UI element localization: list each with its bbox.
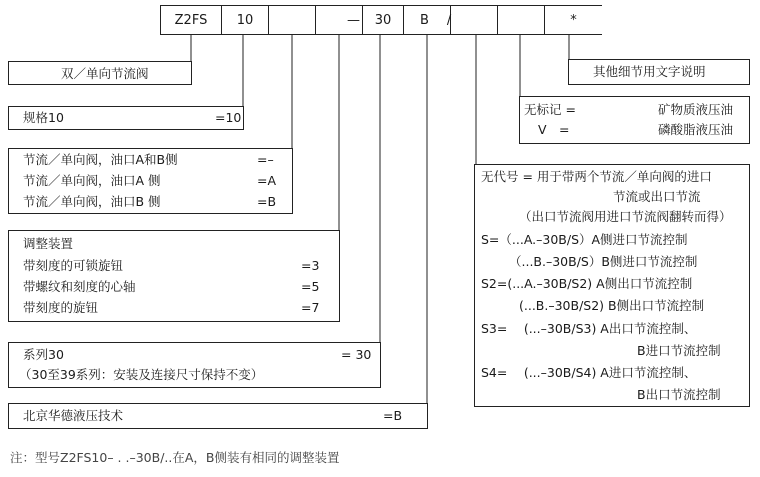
type-box [8,61,192,85]
code-cell-maker [403,5,451,35]
side-box [8,148,293,214]
other-box [568,59,750,85]
size-box [8,106,244,130]
code-cell-series: 30 [362,5,404,35]
adjust-row-label: 带刻度的可锁旋钮 [23,258,124,273]
adjust-row-label: 带螺纹和刻度的心轴 [23,279,136,294]
maker-box [8,403,428,429]
code-dash: — [347,12,360,28]
control-line: S2=(...A.–30B/S2) A侧出口节流控制 [481,276,693,291]
control-line: S4= (...–30B/S4) A进口节流控制、 [481,365,697,380]
maker-label: 北京华德液压技术 [23,408,124,423]
seal-box [519,96,750,144]
adjust-row-code: =5 [301,279,320,294]
code-maker-value: B [420,12,429,28]
seal-row-value: 矿物质液压油 [658,102,734,117]
control-line: B进口节流控制 [637,343,721,358]
adjust-box [8,230,340,322]
control-line: （...B.–30B/S）B侧进口节流控制 [509,254,698,269]
series-label: 系列30 [23,347,64,362]
code-cell-size: 10 [221,5,269,35]
control-line: (...B.–30B/S2) B侧出口节流控制 [519,298,705,313]
size-code: =10 [215,110,242,125]
code-cell-adjust [315,5,363,35]
control-line: B出口节流控制 [637,387,721,402]
control-line: （出口节流阀用进口节流阀翻转而得） [519,209,732,224]
control-box [474,164,750,407]
side-row-code: =– [257,152,274,167]
code-cell-seal [497,5,545,35]
series-box [8,342,381,388]
code-cell-side [268,5,316,35]
type-label: 双／单向节流阀 [61,66,149,81]
control-line: 无代号 = 用于带两个节流／单向阀的进口 [481,169,712,184]
side-row-code: =B [257,194,277,209]
adjust-row-label: 带刻度的旋钮 [23,300,99,315]
code-slash: / [446,12,452,28]
side-row-label: 节流／单向阀，油口B 侧 [23,194,161,209]
adjust-row-code: =7 [301,300,320,315]
adjust-row-code: =3 [301,258,320,273]
control-line: 节流或出口节流 [613,189,701,204]
seal-row-key: V = [538,122,570,137]
size-label: 规格10 [23,110,64,125]
side-row-code: =A [257,173,277,188]
code-cell-control [450,5,498,35]
other-label: 其他细节用文字说明 [593,64,706,79]
control-line: S=（...A.–30B/S）A侧进口节流控制 [481,232,688,247]
code-cell-type: Z2FS [160,5,222,35]
code-cell-other: * [544,5,602,35]
footnote: 注：型号Z2FS10– . .–30B/..在A，B侧装有相同的调整装置 [10,450,340,465]
adjust-title: 调整装置 [23,236,74,251]
side-row-label: 节流／单向阀，油口A 侧 [23,173,161,188]
series-code: = 30 [341,347,372,362]
maker-code: =B [383,408,403,423]
series-note: （30至39系列：安装及连接尺寸保持不变） [19,367,264,382]
seal-row-value: 磷酸脂液压油 [658,122,734,137]
control-line: S3= (...–30B/S3) A出口节流控制、 [481,321,697,336]
side-row-label: 节流／单向阀，油口A和B侧 [23,152,178,167]
seal-row-key: 无标记 = [524,102,576,117]
